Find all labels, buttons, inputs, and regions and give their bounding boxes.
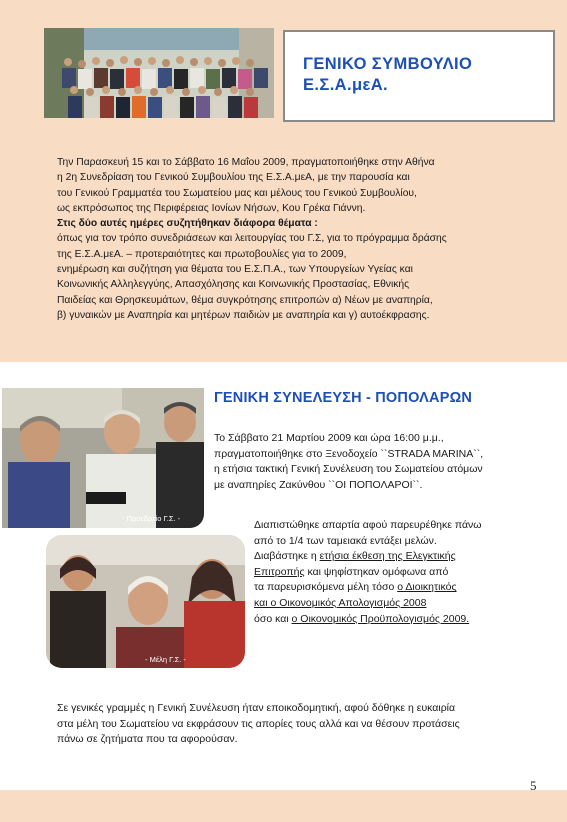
title-line-2: Ε.Σ.Α.μεΑ. [303, 76, 389, 94]
audit-committee-text: Επιτροπής [254, 565, 305, 578]
intro-line: ως εκπρόσωπος της Περιφέρειας Ιονίων Νήσων, Κου Γρέκα Γιάννη. [57, 202, 366, 214]
assembly-line: πραγματοποιήθηκε στο Ξενοδοχείο ``STRADA MARINA``, [214, 447, 484, 460]
quorum-line [254, 580, 554, 596]
title-box [283, 30, 555, 122]
intro-line: του Γενικού Γραμματέα του Σωματείου μας και μέλους του Γενικού Συμβουλίου, [57, 187, 417, 199]
intro-line-bold: Στις δύο αυτές ημέρες συζητήθηκαν διάφορα θέματα : [57, 218, 318, 230]
summary-paragraph [57, 701, 552, 748]
board-photo-caption: - Προεδρείο Γ.Σ. - [122, 514, 181, 523]
quorum-line: Διαπιστώθηκε απαρτία αφού παρευρέθηκε πάνω [254, 519, 482, 531]
page-title [303, 54, 472, 96]
intro-line: όπως για τον τρόπο συνεδριάσεων και λειτουργίας του Γ.Σ, για το πρόγραμμα δράσης [57, 233, 447, 245]
intro-line: β) γυναικών με Αναπηρία και μητέρων παιδιών με αναπηρία και γ) αυτοέκφρασης. [57, 309, 430, 321]
assembly-paragraph [214, 431, 554, 493]
assembly-line: Το Σάββατο 21 Μαρτίου 2009 και ώρα 16:00 μ.μ., [214, 432, 444, 444]
intro-line: η 2η Συνεδρίαση του Γενικού Συμβουλίου της Ε.Σ.Α.μεΑ, με την παρουσία και [57, 172, 410, 184]
quorum-text: Διαβάστηκε η [254, 550, 320, 563]
quorum-text: και ψηφίστηκαν ομόφωνα από [304, 565, 449, 578]
intro-line: Παιδείας και Θρησκευμάτων, θέμα συγκρότησης επιτροπών α) Νέων με αναπηρία, [57, 294, 433, 306]
assembly-line: με αναπηρίες Ζακύνθου ``ΟΙ ΠΟΠΟΛΑΡΟΙ``. [214, 478, 423, 491]
assembly-line: η ετήσια τακτική Γενική Συνέλευση του Σωματείου ατόμων [214, 463, 483, 476]
intro-line: Κοινωνικής Αλληλεγγύης, Απασχόλησης και Κοινωνικής Προστασίας, Εθνικής [57, 279, 410, 291]
board-photo [2, 388, 204, 528]
summary-line: Σε γενικές γραμμές η Γενική Συνέλευση ήταν εποικοδομητική, αφού δόθηκε η ευκαιρία [57, 702, 456, 714]
quorum-text: όσο και [254, 612, 292, 625]
intro-paragraph [57, 155, 547, 323]
summary-line: πάνω σε ζητήματα που τα αφορούσαν. [57, 733, 238, 746]
group-photo [44, 28, 274, 118]
quorum-line: από το 1/4 των ταμειακά εντάξει μελών. [254, 534, 437, 547]
budget-text: ο Οικονομικός Προϋπολογισμός 2009. [291, 612, 470, 625]
quorum-paragraph [254, 518, 554, 627]
quorum-line [254, 565, 554, 581]
intro-line: Την Παρασκευή 15 και το Σάββατο 16 Μαΐου 2009, πραγματοποιήθηκε στην Αθήνα [57, 157, 435, 168]
bottom-background-band [0, 790, 567, 822]
members-photo-caption: - Μέλη Γ.Σ. - [145, 655, 186, 664]
page-number: 5 [530, 778, 537, 793]
financial-report-line: και ο Οικονομικός Απολογισμός 2008 [254, 596, 427, 609]
summary-line: στα μέλη του Σωματείου να εκφράσουν τις απορίες τους αλλά και να θέσουν προτάσεις [57, 717, 460, 730]
quorum-line [254, 549, 554, 565]
title-line-1: ΓΕΝΙΚΟ ΣΥΜΒΟΥΛΙΟ [303, 55, 473, 73]
quorum-line [254, 612, 554, 628]
quorum-text: τα παρευρισκόμενα μέλη τόσο [254, 581, 398, 594]
section-heading: ΓΕΝΙΚΗ ΣΥΝΕΛΕΥΣΗ - ΠΟΠΟΛΑΡΩΝ [214, 390, 473, 406]
members-photo [46, 535, 245, 668]
audit-report-text: ετήσια έκθεση της Ελεγκτικής [319, 550, 456, 563]
administrative-report-text: ο Διοικητικός [397, 581, 457, 594]
intro-line: της Ε.Σ.Α.μεΑ. – προτεραιότητες και πρωτοβουλίες για το 2009, [57, 248, 347, 260]
intro-line: ενημέρωση και συζήτηση για θέματα του Ε.Σ.Π.Α., των Υπουργείων Υγείας και [57, 264, 413, 276]
